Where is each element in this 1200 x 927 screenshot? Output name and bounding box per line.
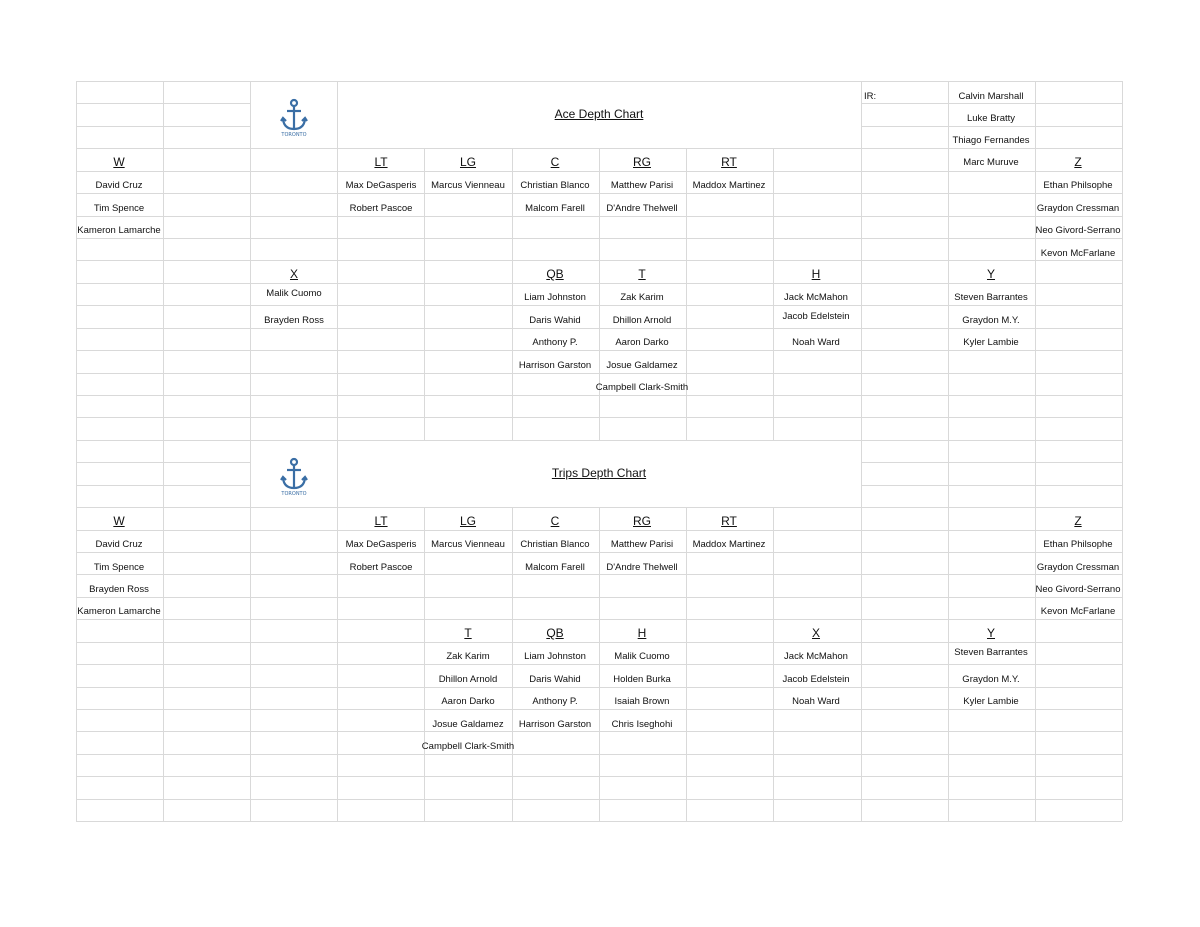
ace-h-player: Jacob Edelstein <box>782 311 850 322</box>
trips-z-player: Neo Givord-Serrano <box>1035 584 1121 595</box>
trips-t-player: Campbell Clark-Smith <box>421 741 515 752</box>
trips-w-player: Tim Spence <box>93 562 145 573</box>
ace-h-header: H <box>811 267 821 281</box>
trips-t-player: Dhillon Arnold <box>438 674 498 685</box>
trips-qb-player: Harrison Garston <box>518 719 592 730</box>
ace-t-header: T <box>638 267 646 281</box>
ace-x-player: Malik Cuomo <box>266 288 322 299</box>
ace-h-player: Jack McMahon <box>784 292 848 303</box>
ir-label: IR: <box>864 91 877 102</box>
ace-z-player: Graydon Cressman <box>1036 203 1120 214</box>
trips-qb-header: QB <box>546 626 564 640</box>
ace-title: Ace Depth Chart <box>554 107 644 121</box>
trips-c-player: Malcom Farell <box>525 562 585 573</box>
trips-y-player: Kyler Lambie <box>963 696 1019 707</box>
ace-y-header: Y <box>986 267 996 281</box>
ace-lg-header: LG <box>459 155 477 169</box>
team-logo <box>278 98 310 143</box>
ace-rt-player: Maddox Martinez <box>692 180 766 191</box>
ace-c-header: C <box>550 155 560 169</box>
ace-c-player: Malcom Farell <box>525 203 585 214</box>
trips-w-player: Brayden Ross <box>89 584 149 595</box>
trips-w-player: David Cruz <box>95 539 143 550</box>
trips-h-player: Holden Burka <box>613 674 671 685</box>
trips-qb-player: Anthony P. <box>532 696 578 707</box>
trips-h-player: Malik Cuomo <box>614 651 670 662</box>
trips-c-player: Christian Blanco <box>520 539 590 550</box>
trips-y-player: Graydon M.Y. <box>962 674 1020 685</box>
ace-qb-player: Anthony P. <box>532 337 578 348</box>
ace-lt-player: Robert Pascoe <box>349 203 413 214</box>
ace-t-player: Campbell Clark-Smith <box>595 382 689 393</box>
anchor-icon <box>278 457 310 497</box>
trips-y-player: Steven Barrantes <box>954 647 1028 658</box>
trips-z-player: Graydon Cressman <box>1036 562 1120 573</box>
ace-w-header: W <box>113 155 125 169</box>
trips-h-player: Chris Iseghohi <box>611 719 673 730</box>
ace-qb-player: Harrison Garston <box>518 360 592 371</box>
trips-t-player: Josue Galdamez <box>432 719 504 730</box>
ir-player: Thiago Fernandes <box>952 135 1030 146</box>
trips-h-player: Isaiah Brown <box>614 696 670 707</box>
ace-z-header: Z <box>1074 155 1082 169</box>
ace-lg-player: Marcus Vienneau <box>431 180 505 191</box>
ir-player: Marc Muruve <box>963 157 1019 168</box>
ace-w-player: David Cruz <box>95 180 143 191</box>
trips-x-header: X <box>811 626 821 640</box>
ace-t-player: Dhillon Arnold <box>612 315 672 326</box>
trips-z-header: Z <box>1074 514 1082 528</box>
trips-x-player: Noah Ward <box>792 696 840 707</box>
trips-h-header: H <box>637 626 647 640</box>
trips-rg-player: D'Andre Thelwell <box>606 562 678 573</box>
ace-z-player: Neo Givord-Serrano <box>1035 225 1121 236</box>
trips-lg-player: Marcus Vienneau <box>431 539 505 550</box>
trips-lt-header: LT <box>374 514 388 528</box>
ace-z-player: Kevon McFarlane <box>1040 248 1116 259</box>
trips-x-player: Jacob Edelstein <box>782 674 850 685</box>
ir-player: Luke Bratty <box>966 113 1016 124</box>
trips-rt-header: RT <box>721 514 737 528</box>
trips-t-player: Zak Karim <box>446 651 490 662</box>
trips-rg-header: RG <box>633 514 651 528</box>
ace-lt-player: Max DeGasperis <box>345 180 417 191</box>
trips-t-player: Aaron Darko <box>441 696 495 707</box>
ace-rg-player: D'Andre Thelwell <box>606 203 678 214</box>
ace-w-player: Tim Spence <box>93 203 145 214</box>
trips-c-header: C <box>550 514 560 528</box>
trips-z-player: Ethan Philsophe <box>1043 539 1113 550</box>
ace-w-player: Kameron Lamarche <box>77 225 161 236</box>
ace-lt-header: LT <box>374 155 388 169</box>
ace-y-player: Kyler Lambie <box>963 337 1019 348</box>
ace-x-player: Brayden Ross <box>264 315 324 326</box>
ace-y-player: Steven Barrantes <box>954 292 1028 303</box>
trips-rt-player: Maddox Martinez <box>692 539 766 550</box>
ace-t-player: Aaron Darko <box>615 337 669 348</box>
trips-t-header: T <box>464 626 472 640</box>
trips-lg-header: LG <box>459 514 477 528</box>
ace-t-player: Josue Galdamez <box>606 360 678 371</box>
trips-x-player: Jack McMahon <box>784 651 848 662</box>
ace-h-player: Noah Ward <box>792 337 840 348</box>
ir-player: Calvin Marshall <box>958 91 1024 102</box>
trips-y-header: Y <box>986 626 996 640</box>
ace-y-player: Graydon M.Y. <box>962 315 1020 326</box>
ace-qb-player: Daris Wahid <box>529 315 581 326</box>
ace-x-header: X <box>289 267 299 281</box>
ace-qb-player: Liam Johnston <box>524 292 586 303</box>
trips-qb-player: Liam Johnston <box>524 651 586 662</box>
ace-rg-header: RG <box>633 155 651 169</box>
team-logo <box>278 457 310 502</box>
trips-z-player: Kevon McFarlane <box>1040 606 1116 617</box>
ace-rt-header: RT <box>721 155 737 169</box>
svg-text:TORONTO: TORONTO <box>281 491 307 497</box>
ace-qb-header: QB <box>546 267 564 281</box>
ace-t-player: Zak Karim <box>620 292 664 303</box>
trips-lt-player: Robert Pascoe <box>349 562 413 573</box>
trips-w-player: Kameron Lamarche <box>77 606 161 617</box>
ace-z-player: Ethan Philsophe <box>1043 180 1113 191</box>
ace-c-player: Christian Blanco <box>520 180 590 191</box>
trips-lt-player: Max DeGasperis <box>345 539 417 550</box>
trips-rg-player: Matthew Parisi <box>610 539 674 550</box>
trips-title: Trips Depth Chart <box>551 466 647 480</box>
anchor-icon <box>278 98 310 138</box>
trips-w-header: W <box>113 514 125 528</box>
svg-text:TORONTO: TORONTO <box>281 132 307 138</box>
ace-rg-player: Matthew Parisi <box>610 180 674 191</box>
trips-qb-player: Daris Wahid <box>529 674 581 685</box>
